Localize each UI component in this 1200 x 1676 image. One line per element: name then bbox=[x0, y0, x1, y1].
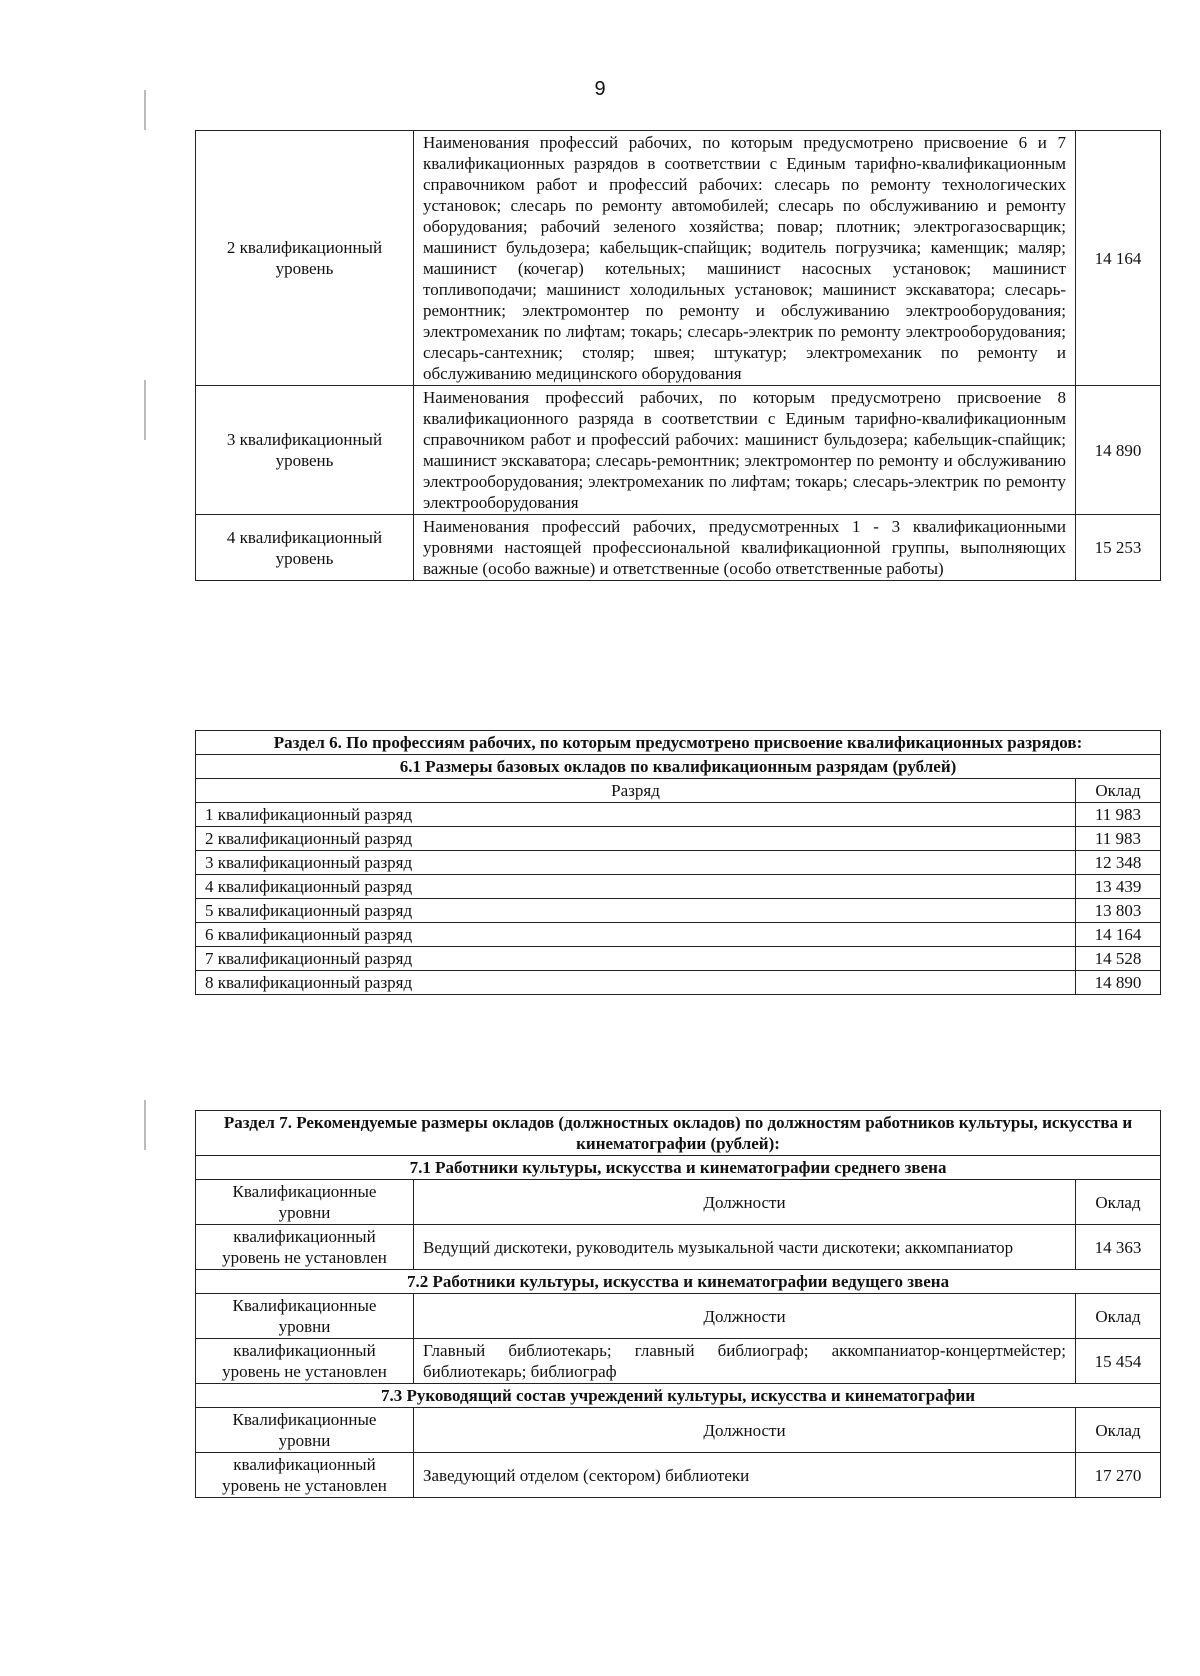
section-title: Раздел 6. По профессиям рабочих, по которым предусмотрено присвоение квалификационных разрядов: bbox=[196, 731, 1161, 755]
column-header-salary: Оклад bbox=[1076, 779, 1161, 803]
level-cell: 3 квалификационный уровень bbox=[196, 386, 414, 515]
level-cell: квалификационный уровень не установлен bbox=[196, 1453, 414, 1498]
table-row bbox=[196, 1225, 1161, 1270]
subsection-title: 6.1 Размеры базовых окладов по квалификационным разрядам (рублей) bbox=[196, 755, 1161, 779]
salary-cell: 13 803 bbox=[1076, 899, 1161, 923]
level-cell: 4 квалификационный уровень bbox=[196, 515, 414, 581]
table-row bbox=[196, 923, 1161, 947]
qualification-levels-table bbox=[195, 130, 1161, 581]
subsection-title: 7.1 Работники культуры, искусства и кинематографии среднего звена bbox=[196, 1156, 1161, 1180]
grade-cell: 1 квалификационный разряд bbox=[196, 803, 1076, 827]
positions-cell: Главный библиотекарь; главный библиограф; аккомпаниатор-концертмейстер; библиотекарь; библиограф bbox=[414, 1339, 1076, 1384]
table-header-row bbox=[196, 779, 1161, 803]
description-cell: Наименования профессий рабочих, предусмотренных 1 - 3 квалификационными уровнями настоящей профессиональной квалификационной группы, выполняющих важные (особо важные) и ответственные (особо ответственные работы) bbox=[414, 515, 1076, 581]
description-cell: Наименования профессий рабочих, по которым предусмотрено присвоение 6 и 7 квалификационных разрядов в соответствии с Единым тарифно-квалификационным справочником работ и профессий рабочих: слесарь по ремонту технологических установок; слесарь по ремонту автомобилей; слесарь по обслуживанию и ремонту оборудования; рабочий зеленого хозяйства; повар; плотник; электрогазосварщик; машинист бульдозера; кабельщик-спайщик; водитель погрузчика; каменщик; маляр; машинист (кочегар) котельных; машинист насосных установок; машинист топливоподачи; машинист холодильных установок; машинист экскаватора; слесарь-ремонтник; электромонтер по ремонту и обслуживанию электрооборудования; электромеханик по лифтам; токарь; слесарь-электрик по ремонту электрооборудования; слесарь-сантехник; столяр; швея; штукатур; электромеханик по ремонту и обслуживанию медицинского оборудования bbox=[414, 131, 1076, 386]
salary-cell: 17 270 bbox=[1076, 1453, 1161, 1498]
salary-cell: 12 348 bbox=[1076, 851, 1161, 875]
salary-cell: 15 253 bbox=[1076, 515, 1161, 581]
section7-table bbox=[195, 1110, 1161, 1498]
level-cell: квалификационный уровень не установлен bbox=[196, 1225, 414, 1270]
table-row bbox=[196, 1453, 1161, 1498]
column-header-salary: Оклад bbox=[1076, 1294, 1161, 1339]
description-cell: Наименования профессий рабочих, по которым предусмотрено присвоение 8 квалификационного разряда в соответствии с Единым тарифно-квалификационным справочником работ и профессий рабочих: машинист бульдозера; кабельщик-спайщик; машинист экскаватора; слесарь-ремонтник; электромонтер по ремонту и обслуживанию электрооборудования; электромеханик по лифтам; токарь; слесарь-электрик по ремонту электрооборудования bbox=[414, 386, 1076, 515]
table-header-row bbox=[196, 1180, 1161, 1225]
grade-cell: 7 квалификационный разряд bbox=[196, 947, 1076, 971]
table-row bbox=[196, 827, 1161, 851]
column-header-salary: Оклад bbox=[1076, 1408, 1161, 1453]
grade-cell: 6 квалификационный разряд bbox=[196, 923, 1076, 947]
column-header-position: Должности bbox=[414, 1408, 1076, 1453]
grade-cell: 3 квалификационный разряд bbox=[196, 851, 1076, 875]
table-row bbox=[196, 1339, 1161, 1384]
level-cell: 2 квалификационный уровень bbox=[196, 131, 414, 386]
grade-cell: 8 квалификационный разряд bbox=[196, 971, 1076, 995]
salary-cell: 11 983 bbox=[1076, 803, 1161, 827]
column-header-position: Должности bbox=[414, 1294, 1076, 1339]
table-row bbox=[196, 131, 1161, 386]
salary-cell: 15 454 bbox=[1076, 1339, 1161, 1384]
column-header-level: Квалификационные уровни bbox=[196, 1408, 414, 1453]
grade-cell: 4 квалификационный разряд bbox=[196, 875, 1076, 899]
page-number: 9 bbox=[594, 78, 606, 100]
salary-cell: 14 164 bbox=[1076, 923, 1161, 947]
column-header-position: Должности bbox=[414, 1180, 1076, 1225]
column-header-level: Квалификационные уровни bbox=[196, 1180, 414, 1225]
column-header-grade: Разряд bbox=[196, 779, 1076, 803]
salary-cell: 11 983 bbox=[1076, 827, 1161, 851]
section-title: Раздел 7. Рекомендуемые размеры окладов (должностных окладов) по должностям работников культуры, искусства и кинематографии (рублей): bbox=[196, 1111, 1161, 1156]
table-row bbox=[196, 971, 1161, 995]
section6-table bbox=[195, 730, 1161, 995]
table-row bbox=[196, 875, 1161, 899]
table-row bbox=[196, 851, 1161, 875]
table-header-row bbox=[196, 1408, 1161, 1453]
scan-margin-mark bbox=[144, 1100, 146, 1150]
table-row bbox=[196, 515, 1161, 581]
table-row bbox=[196, 803, 1161, 827]
table-header-row bbox=[196, 1294, 1161, 1339]
positions-cell: Ведущий дискотеки, руководитель музыкальной части дискотеки; аккомпаниатор bbox=[414, 1225, 1076, 1270]
subsection-title: 7.3 Руководящий состав учреждений культуры, искусства и кинематографии bbox=[196, 1384, 1161, 1408]
scan-margin-mark bbox=[144, 380, 146, 440]
salary-cell: 14 528 bbox=[1076, 947, 1161, 971]
grade-cell: 5 квалификационный разряд bbox=[196, 899, 1076, 923]
subsection-title: 7.2 Работники культуры, искусства и кинематографии ведущего звена bbox=[196, 1270, 1161, 1294]
column-header-salary: Оклад bbox=[1076, 1180, 1161, 1225]
table-row bbox=[196, 899, 1161, 923]
level-cell: квалификационный уровень не установлен bbox=[196, 1339, 414, 1384]
positions-cell: Заведующий отделом (сектором) библиотеки bbox=[414, 1453, 1076, 1498]
salary-cell: 14 890 bbox=[1076, 971, 1161, 995]
column-header-level: Квалификационные уровни bbox=[196, 1294, 414, 1339]
salary-cell: 14 164 bbox=[1076, 131, 1161, 386]
table-row bbox=[196, 947, 1161, 971]
salary-cell: 14 890 bbox=[1076, 386, 1161, 515]
salary-cell: 13 439 bbox=[1076, 875, 1161, 899]
salary-cell: 14 363 bbox=[1076, 1225, 1161, 1270]
grade-cell: 2 квалификационный разряд bbox=[196, 827, 1076, 851]
table-row bbox=[196, 386, 1161, 515]
